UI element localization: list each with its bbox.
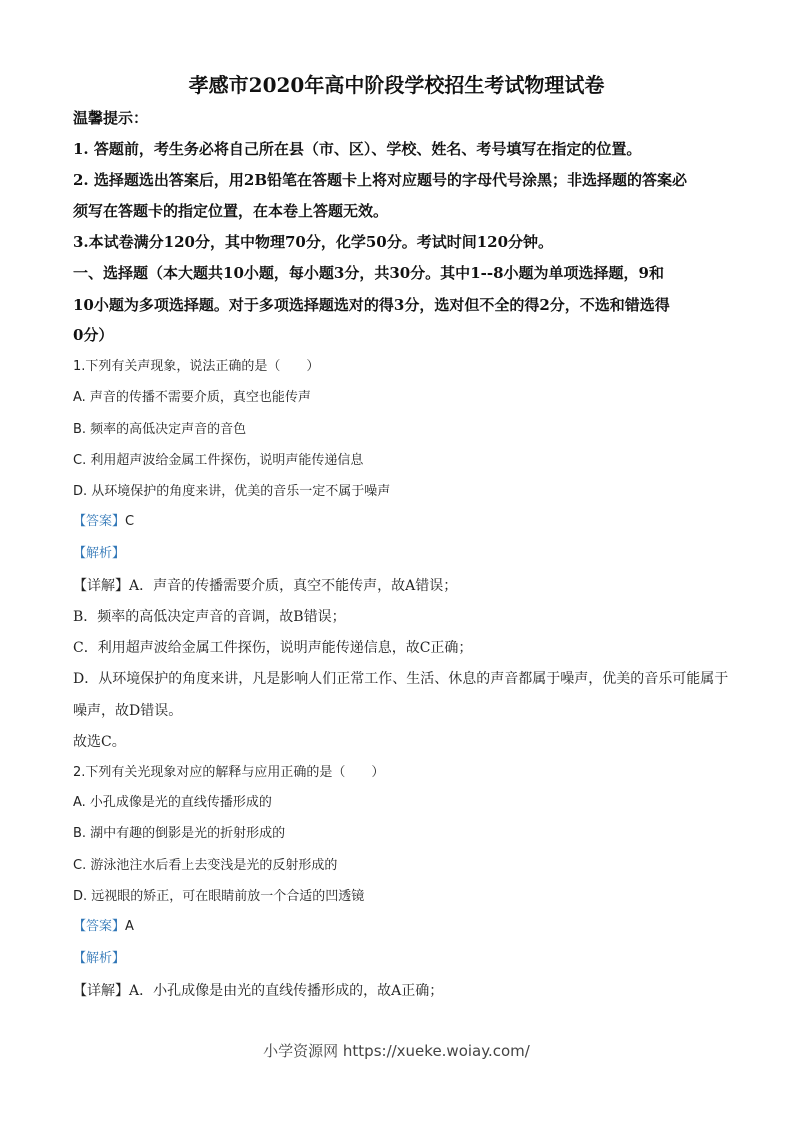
notice-item: 1. 答题前，考生务必将自己所在县（市、区）、学校、姓名、考号填写在指定的位置。 xyxy=(73,140,642,158)
page-title: 孝感市2020年高中阶段学校招生考试物理试卷 xyxy=(188,73,605,97)
question-option: D. 从环境保护的角度来讲，优美的音乐一定不属于噪声 xyxy=(73,484,391,499)
question-option: C. 游泳池注水后看上去变浅是光的反射形成的 xyxy=(73,858,338,873)
detail-label: 【详解】 xyxy=(73,983,129,999)
question-option: A. 声音的传播不需要介质，真空也能传声 xyxy=(73,390,311,405)
detail-text: A．声音的传播需要介质，真空不能传声，故A错误； xyxy=(129,578,458,594)
detail-text: A．小孔成像是由光的直线传播形成的，故A正确； xyxy=(129,983,444,999)
detail-line: B．频率的高低决定声音的音调，故B错误； xyxy=(73,609,346,625)
detail-line: 噪声，故D错误。 xyxy=(73,703,183,719)
detail-line: C．利用超声波给金属工件探伤，说明声能传递信息，故C正确； xyxy=(73,640,473,656)
question-stem: 2.下列有关光现象对应的解释与应用正确的是（ ） xyxy=(73,765,385,780)
answer-line xyxy=(73,512,134,532)
notice-item: 3.本试卷满分120分，其中物理70分，化学50分。考试时间120分钟。 xyxy=(73,233,554,251)
question-option: C. 利用超声波给金属工件探伤，说明声能传递信息 xyxy=(73,453,364,468)
answer-line xyxy=(73,917,134,937)
answer-value: A xyxy=(125,919,134,934)
section-heading: 10小题为多项选择题。对于多项选择题选对的得3分，选对但不全的得2分，不选和错选得 xyxy=(73,296,670,314)
analysis-label: 【解析】 xyxy=(73,951,126,966)
question-option: D. 远视眼的矫正，可在眼睛前放一个合适的凹透镜 xyxy=(73,889,365,904)
question-option: A. 小孔成像是光的直线传播形成的 xyxy=(73,795,272,810)
notice-heading: 温馨提示： xyxy=(73,109,149,127)
detail-label: 【详解】 xyxy=(73,578,129,594)
question-option: B. 频率的高低决定声音的音色 xyxy=(73,422,247,437)
answer-label: 【答案】 xyxy=(73,514,126,529)
detail-line xyxy=(73,576,457,596)
section-heading: 0分） xyxy=(73,326,114,344)
detail-line: D．从环境保护的角度来讲，凡是影响人们正常工作、生活、休息的声音都属于噪声，优美的音乐可能属于 xyxy=(73,671,729,687)
question-stem: 1.下列有关声现象，说法正确的是（ ） xyxy=(73,359,320,374)
answer-value: C xyxy=(125,514,135,529)
analysis-label: 【解析】 xyxy=(73,546,126,561)
notice-item: 须写在答题卡的指定位置，在本卷上答题无效。 xyxy=(73,202,389,220)
notice-item: 2. 选择题选出答案后，用2B铅笔在答题卡上将对应题号的字母代号涂黑；非选择题的答案必 xyxy=(73,171,688,189)
footer-watermark: 小学资源网 https://xueke.woiay.com/ xyxy=(263,1042,530,1060)
question-option: B. 湖中有趣的倒影是光的折射形成的 xyxy=(73,826,286,841)
answer-label: 【答案】 xyxy=(73,919,126,934)
conclusion-line: 故选C。 xyxy=(73,734,126,750)
detail-line xyxy=(73,981,443,1001)
section-heading: 一、选择题（本大题共10小题，每小题3分，共30分。其中1--8小题为单项选择题，9和 xyxy=(73,264,664,282)
